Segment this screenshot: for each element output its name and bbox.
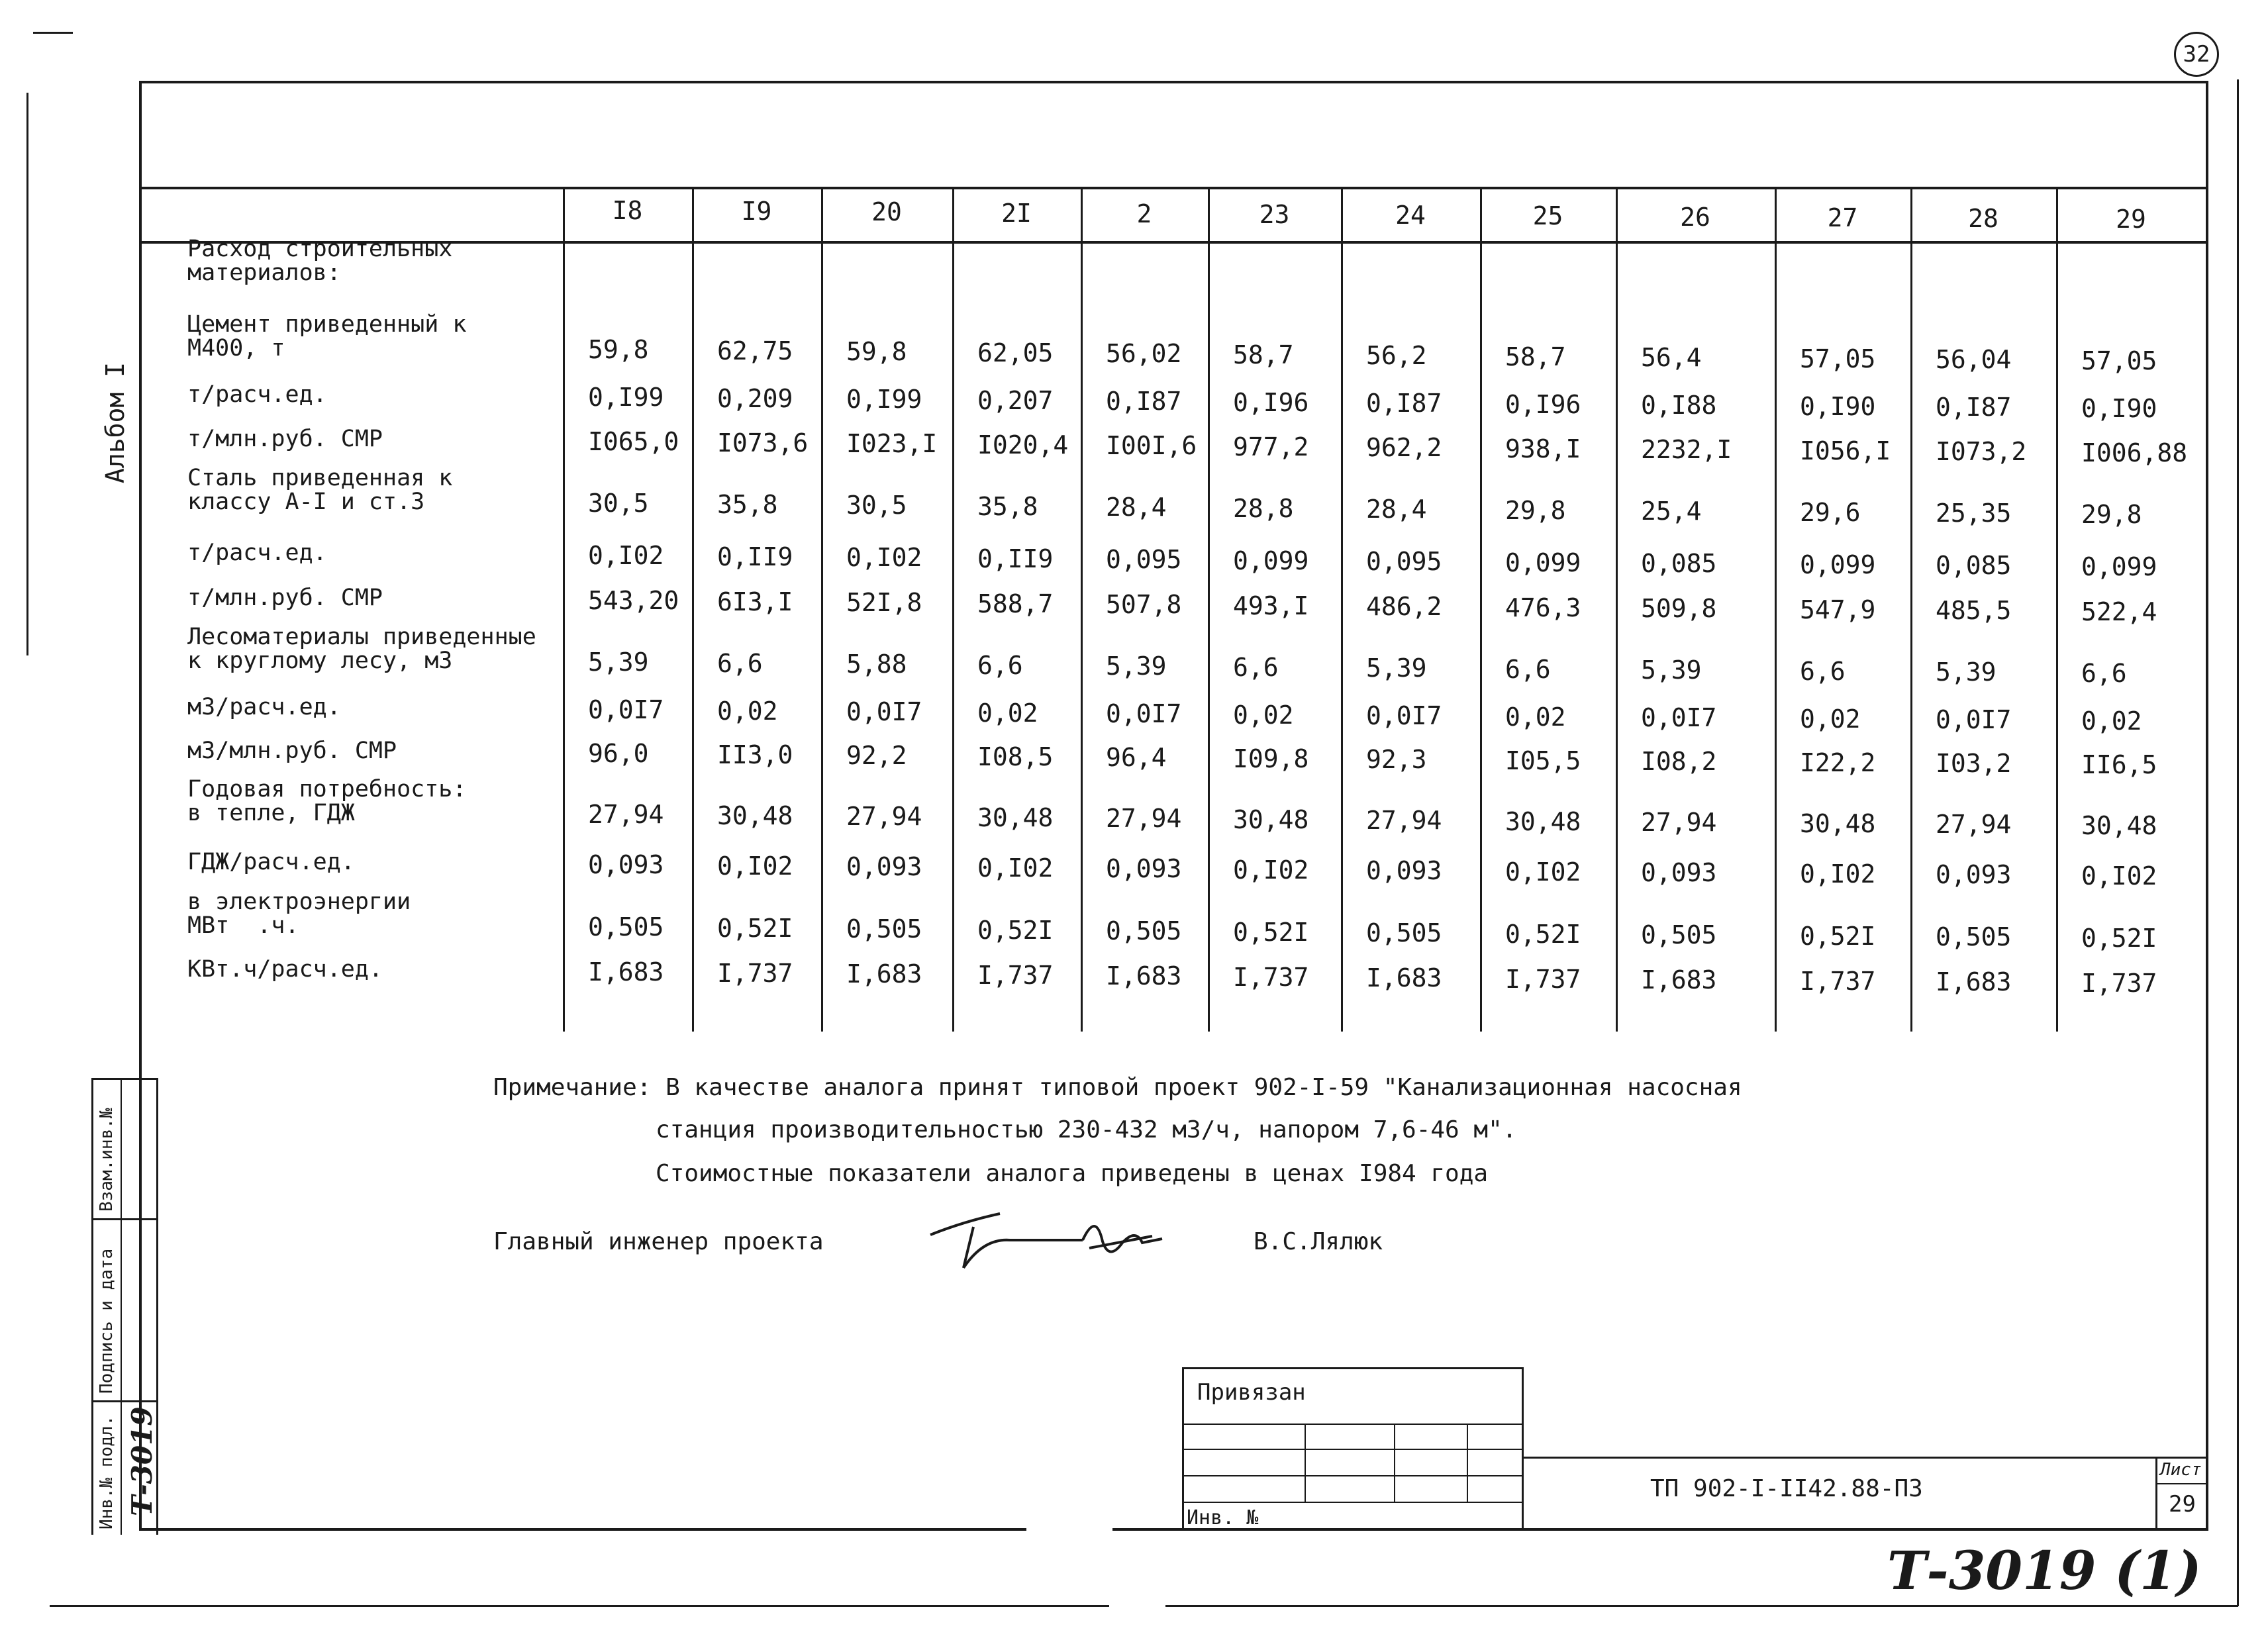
table-cell: 6,6 bbox=[1800, 656, 1846, 686]
table-cell: 6,6 bbox=[1505, 654, 1551, 684]
column-separator bbox=[563, 187, 565, 1032]
sheet-box-left bbox=[2155, 1457, 2157, 1529]
table-cell: 30,48 bbox=[1233, 804, 1309, 834]
table-cell: 0,095 bbox=[1366, 547, 1442, 576]
table-cell: 6I3,I bbox=[717, 587, 793, 616]
table-cell: 5,39 bbox=[1366, 653, 1427, 683]
table-cell: 27,94 bbox=[1641, 808, 1717, 837]
table-cell: 28,4 bbox=[1106, 493, 1167, 522]
column-header: 25 bbox=[1532, 201, 1563, 231]
table-cell: 0,I02 bbox=[588, 541, 664, 570]
table-cell: 0,I02 bbox=[2081, 861, 2157, 891]
table-cell: 962,2 bbox=[1366, 433, 1442, 462]
row-label: м3/млн.руб. СМР bbox=[187, 738, 397, 764]
side-stamp-mid bbox=[121, 1078, 122, 1535]
note-line-2: станция производительностью 230-432 м3/ч, напором 7,6-46 м". bbox=[656, 1116, 1517, 1143]
column-separator bbox=[1616, 187, 1618, 1032]
table-cell: 0,I88 bbox=[1641, 391, 1717, 420]
row-label: м3/расч.ед. bbox=[187, 694, 341, 720]
page-number: 32 bbox=[2183, 41, 2210, 68]
table-cell: 0,207 bbox=[977, 385, 1054, 415]
table-cell: 0,I90 bbox=[1800, 391, 1876, 421]
column-separator bbox=[1480, 187, 1482, 1032]
table-cell: 0,I02 bbox=[1233, 855, 1309, 885]
table-cell: 0,0I7 bbox=[1936, 705, 2012, 734]
table-cell: 5,88 bbox=[846, 650, 907, 679]
table-cell: I,737 bbox=[1233, 962, 1309, 992]
table-cell: 543,20 bbox=[588, 586, 679, 615]
table-cell: 96,0 bbox=[588, 739, 649, 768]
table-cell: 59,8 bbox=[588, 335, 649, 364]
table-cell: 0,I99 bbox=[588, 383, 664, 412]
table-cell: 29,6 bbox=[1800, 497, 1861, 527]
table-cell: 29,8 bbox=[2081, 499, 2142, 529]
column-separator bbox=[1208, 187, 1210, 1032]
side-stamp-div1 bbox=[91, 1218, 158, 1220]
note-line-1: Примечание: В качестве аналога принят типовой проект 902-I-59 "Канализационная насосная bbox=[493, 1074, 1742, 1101]
table-cell: 27,94 bbox=[846, 802, 922, 831]
column-header: 2 bbox=[1136, 199, 1152, 228]
table-cell: 0,I02 bbox=[1505, 857, 1581, 887]
stamp-col1 bbox=[1305, 1424, 1306, 1503]
table-cell: 0,505 bbox=[588, 912, 664, 942]
table-cell: I00I,6 bbox=[1106, 431, 1197, 460]
side-inv-orig: Инв.№ подл. bbox=[97, 1415, 117, 1529]
table-cell: 0,505 bbox=[1936, 922, 2012, 951]
note-line-3: Стоимостные показатели аналога приведены в ценах I984 года bbox=[656, 1160, 1489, 1187]
table-cell: 27,94 bbox=[1366, 806, 1442, 835]
table-cell: 57,05 bbox=[2081, 346, 2157, 375]
table-cell: 6,6 bbox=[1233, 652, 1279, 682]
table-cell: 5,39 bbox=[1106, 652, 1167, 681]
table-cell: 938,I bbox=[1505, 434, 1581, 463]
side-signature-date: Подпись и дата bbox=[97, 1248, 117, 1394]
table-cell: 0,505 bbox=[846, 914, 922, 943]
table-cell: I,683 bbox=[846, 959, 922, 989]
table-cell: 0,0I7 bbox=[846, 697, 922, 726]
table-cell: 0,I87 bbox=[1366, 389, 1442, 418]
column-header: 26 bbox=[1680, 202, 1710, 232]
table-cell: 6,6 bbox=[2081, 658, 2127, 688]
row-label: Расход строительных материалов: bbox=[187, 236, 453, 286]
table-cell: 0,099 bbox=[1505, 548, 1581, 577]
table-cell: I065,0 bbox=[588, 427, 679, 456]
table-cell: 28,8 bbox=[1233, 493, 1294, 523]
table-cell: 0,093 bbox=[1366, 856, 1442, 885]
outer-right bbox=[2237, 79, 2239, 1606]
column-separator bbox=[692, 187, 694, 1032]
table-cell: 0,I96 bbox=[1233, 387, 1309, 417]
column-header: 27 bbox=[1827, 203, 1858, 232]
stamp-row4 bbox=[1182, 1502, 1524, 1503]
table-cell: 35,8 bbox=[717, 489, 778, 519]
page-number-badge bbox=[2174, 32, 2219, 77]
table-cell: 0,I99 bbox=[846, 385, 922, 414]
table-cell: 52I,8 bbox=[846, 588, 922, 617]
frame-left bbox=[139, 81, 142, 1531]
table-cell: 0,0I7 bbox=[1366, 701, 1442, 730]
column-separator bbox=[2056, 187, 2058, 1032]
table-cell: 35,8 bbox=[977, 491, 1038, 521]
sheet-label: Лист bbox=[2160, 1460, 2202, 1480]
frame-right bbox=[2206, 81, 2208, 1531]
table-cell: 493,I bbox=[1233, 591, 1309, 620]
column-header: 23 bbox=[1259, 200, 1290, 229]
table-cell: 27,94 bbox=[1106, 804, 1182, 833]
table-cell: I22,2 bbox=[1800, 748, 1876, 777]
sheet-box-mid bbox=[2155, 1483, 2208, 1484]
table-cell: 56,4 bbox=[1641, 343, 1702, 372]
doc-code: ТП 902-I-II42.88-ПЗ bbox=[1650, 1475, 1923, 1502]
album-label: Альбом I bbox=[101, 362, 130, 483]
table-cell: I,683 bbox=[1366, 963, 1442, 992]
table-cell: I08,5 bbox=[977, 742, 1054, 771]
archive-mark: Т-3019 (1) bbox=[1887, 1539, 2202, 1602]
table-cell: 0,095 bbox=[1106, 545, 1182, 574]
table-cell: 0,099 bbox=[1800, 550, 1876, 579]
table-cell: 30,48 bbox=[1505, 806, 1581, 836]
handwritten-signature bbox=[924, 1202, 1169, 1275]
table-cell: 0,52I bbox=[717, 913, 793, 943]
table-cell: I,683 bbox=[1936, 967, 2012, 996]
table-cell: I,683 bbox=[1106, 961, 1182, 990]
table-cell: 28,4 bbox=[1366, 495, 1427, 524]
table-cell: 0,093 bbox=[588, 850, 664, 879]
table-cell: 0,0I7 bbox=[588, 695, 664, 724]
table-cell: 0,02 bbox=[1505, 702, 1566, 732]
table-cell: I,737 bbox=[2081, 968, 2157, 998]
table-cell: 0,0I7 bbox=[1106, 699, 1182, 728]
row-label: т/млн.руб. СМР bbox=[187, 585, 383, 611]
table-cell: 6,6 bbox=[717, 648, 763, 678]
table-cell: 0,52I bbox=[2081, 923, 2157, 953]
table-cell: 96,4 bbox=[1106, 743, 1167, 772]
table-cell: 522,4 bbox=[2081, 597, 2157, 626]
table-cell: 56,2 bbox=[1366, 341, 1427, 370]
table-cell: I073,2 bbox=[1936, 437, 2027, 466]
table-cell: 0,52I bbox=[1505, 919, 1581, 949]
table-cell: 0,099 bbox=[2081, 552, 2157, 581]
frame-bottom-right bbox=[1112, 1528, 2208, 1531]
table-cell: 59,8 bbox=[846, 337, 907, 366]
table-cell: 0,093 bbox=[1936, 860, 2012, 889]
stamp-row1 bbox=[1182, 1424, 1524, 1425]
column-header: I9 bbox=[741, 197, 772, 226]
table-cell: 0,099 bbox=[1233, 546, 1309, 575]
table-cell: I073,6 bbox=[717, 428, 809, 458]
stamp-box-top bbox=[1182, 1367, 1524, 1369]
side-vzam-inv: Взам.инв.№ bbox=[97, 1108, 117, 1212]
table-cell: I,737 bbox=[977, 960, 1054, 990]
table-cell: 0,02 bbox=[1800, 704, 1861, 734]
table-cell: 485,5 bbox=[1936, 596, 2012, 625]
table-cell: 977,2 bbox=[1233, 432, 1309, 461]
table-cell: I056,I bbox=[1800, 436, 1891, 465]
sheet-number: 29 bbox=[2169, 1491, 2196, 1518]
table-cell: II3,0 bbox=[717, 740, 793, 769]
chief-engineer-name: В.С.Лялюк bbox=[1254, 1228, 1383, 1255]
side-stamp-left-border bbox=[91, 1078, 93, 1535]
table-cell: 25,35 bbox=[1936, 499, 2012, 528]
table-cell: 0,093 bbox=[1641, 858, 1717, 887]
side-stamp-div2 bbox=[91, 1400, 158, 1402]
outer-bottom bbox=[50, 1605, 1109, 1607]
table-cell: 58,7 bbox=[1505, 342, 1566, 371]
row-label: ГДЖ/расч.ед. bbox=[187, 849, 355, 875]
table-cell: 476,3 bbox=[1505, 593, 1581, 622]
table-cell: 486,2 bbox=[1366, 592, 1442, 621]
title-block-top bbox=[1522, 1457, 2208, 1459]
table-cell: 0,085 bbox=[1936, 551, 2012, 580]
outer-left-mark bbox=[26, 93, 28, 655]
row-label: т/расч.ед. bbox=[187, 381, 327, 408]
table-cell: 0,02 bbox=[977, 698, 1038, 728]
table-cell: 0,II9 bbox=[977, 544, 1054, 573]
chief-engineer-label: Главный инженер проекта bbox=[493, 1228, 824, 1255]
outer-bottom-right bbox=[1165, 1605, 2238, 1607]
table-cell: 0,I02 bbox=[717, 851, 793, 881]
table-cell: 92,3 bbox=[1366, 745, 1427, 774]
table-cell: 57,05 bbox=[1800, 344, 1876, 373]
table-cell: 0,II9 bbox=[717, 542, 793, 571]
stamp-row2 bbox=[1182, 1449, 1524, 1450]
table-cell: 0,093 bbox=[846, 852, 922, 881]
table-cell: 0,52I bbox=[977, 915, 1054, 945]
table-cell: 0,02 bbox=[717, 696, 778, 726]
column-separator bbox=[1775, 187, 1777, 1032]
table-cell: 0,I87 bbox=[1106, 387, 1182, 416]
table-cell: 0,52I bbox=[1800, 921, 1876, 951]
frame-top bbox=[139, 81, 2208, 83]
top-mark bbox=[33, 32, 73, 34]
column-header: 24 bbox=[1395, 201, 1426, 230]
table-cell: 0,I02 bbox=[977, 853, 1054, 883]
table-cell: 0,I90 bbox=[2081, 393, 2157, 423]
table-cell: 5,39 bbox=[1641, 655, 1702, 685]
stamp-col2 bbox=[1394, 1424, 1395, 1503]
table-cell: 58,7 bbox=[1233, 340, 1294, 369]
table-cell: 509,8 bbox=[1641, 594, 1717, 623]
table-cell: I09,8 bbox=[1233, 744, 1309, 773]
row-label: КВт.ч/расч.ед. bbox=[187, 956, 383, 983]
column-separator bbox=[1341, 187, 1343, 1032]
stamp-privyazan: Привязан bbox=[1197, 1379, 1306, 1406]
table-cell: II6,5 bbox=[2081, 749, 2157, 779]
table-cell: 62,75 bbox=[717, 336, 793, 365]
table-cell: 0,505 bbox=[1106, 916, 1182, 945]
table-cell: 5,39 bbox=[1936, 657, 1997, 687]
table-cell: 62,05 bbox=[977, 338, 1054, 367]
table-cell: 0,093 bbox=[1106, 854, 1182, 883]
table-cell: 27,94 bbox=[588, 800, 664, 829]
column-header: 2I bbox=[1001, 198, 1032, 228]
table-cell: 5,39 bbox=[588, 648, 649, 677]
column-separator bbox=[952, 187, 954, 1032]
row-label: Сталь приведенная к классу А-I и ст.3 bbox=[187, 465, 453, 515]
table-cell: 29,8 bbox=[1505, 495, 1566, 525]
frame-bottom-left bbox=[139, 1528, 1026, 1531]
row-label: Цемент приведенный к М400, т bbox=[187, 311, 467, 362]
table-cell: 0,505 bbox=[1641, 920, 1717, 949]
table-cell: 0,I96 bbox=[1505, 389, 1581, 419]
table-cell: 30,48 bbox=[977, 802, 1054, 832]
column-header: 28 bbox=[1968, 204, 1998, 233]
table-cell: 27,94 bbox=[1936, 810, 2012, 839]
table-cell: 56,02 bbox=[1106, 339, 1182, 368]
table-cell: 0,0I7 bbox=[1641, 703, 1717, 732]
table-cell: 56,04 bbox=[1936, 345, 2012, 374]
column-separator bbox=[821, 187, 823, 1032]
table-cell: 25,4 bbox=[1641, 497, 1702, 526]
table-cell: I020,4 bbox=[977, 430, 1069, 459]
row-label: т/млн.руб. СМР bbox=[187, 426, 383, 452]
table-cell: I,737 bbox=[1800, 966, 1876, 996]
table-cell: I08,2 bbox=[1641, 747, 1717, 776]
stamp-col3 bbox=[1467, 1424, 1468, 1503]
table-cell: 0,02 bbox=[1233, 700, 1294, 730]
row-label: т/расч.ед. bbox=[187, 540, 327, 566]
table-cell: 0,I87 bbox=[1936, 393, 2012, 422]
table-cell: 2232,I bbox=[1641, 435, 1732, 464]
table-cell: I,683 bbox=[1641, 965, 1717, 994]
table-cell: 0,02 bbox=[2081, 706, 2142, 736]
table-cell: 0,I02 bbox=[1800, 859, 1876, 889]
table-cell: 588,7 bbox=[977, 589, 1054, 618]
column-header: 20 bbox=[871, 197, 902, 227]
table-cell: I006,88 bbox=[2081, 438, 2188, 467]
table-cell: 0,52I bbox=[1233, 917, 1309, 947]
row-label: Лесоматериалы приведенные к круглому лесу, м3 bbox=[187, 624, 536, 674]
table-cell: 30,5 bbox=[846, 491, 907, 520]
table-cell: 30,48 bbox=[2081, 810, 2157, 840]
row-label: в электроэнергии МВт .ч. bbox=[187, 889, 411, 939]
column-separator bbox=[1081, 187, 1083, 1032]
table-cell: I023,I bbox=[846, 429, 938, 458]
column-header: I8 bbox=[612, 196, 643, 225]
table-cell: 30,48 bbox=[1800, 808, 1876, 838]
column-header: 29 bbox=[2116, 205, 2146, 234]
table-cell: 30,5 bbox=[588, 489, 649, 518]
row-label: Годовая потребность: в тепле, ГДЖ bbox=[187, 776, 467, 826]
table-cell: I,737 bbox=[1505, 964, 1581, 994]
stamp-inv-no: Инв. № bbox=[1187, 1506, 1259, 1529]
side-handwritten-inv: Т-3019 bbox=[126, 1406, 158, 1516]
side-stamp-top bbox=[91, 1078, 158, 1080]
table-cell: 92,2 bbox=[846, 741, 907, 770]
table-header-top bbox=[139, 187, 2208, 189]
table-cell: I03,2 bbox=[1936, 749, 2012, 778]
table-cell: I05,5 bbox=[1505, 746, 1581, 775]
table-cell: 30,48 bbox=[717, 800, 793, 830]
table-cell: 0,085 bbox=[1641, 549, 1717, 578]
table-cell: I,683 bbox=[588, 957, 664, 987]
table-cell: 0,209 bbox=[717, 383, 793, 413]
table-cell: 0,I02 bbox=[846, 543, 922, 572]
table-cell: 507,8 bbox=[1106, 590, 1182, 619]
table-cell: 6,6 bbox=[977, 650, 1023, 680]
column-separator bbox=[1910, 187, 1912, 1032]
table-cell: 547,9 bbox=[1800, 595, 1876, 624]
table-cell: 0,505 bbox=[1366, 918, 1442, 947]
table-cell: I,737 bbox=[717, 958, 793, 988]
stamp-row3 bbox=[1182, 1475, 1524, 1476]
